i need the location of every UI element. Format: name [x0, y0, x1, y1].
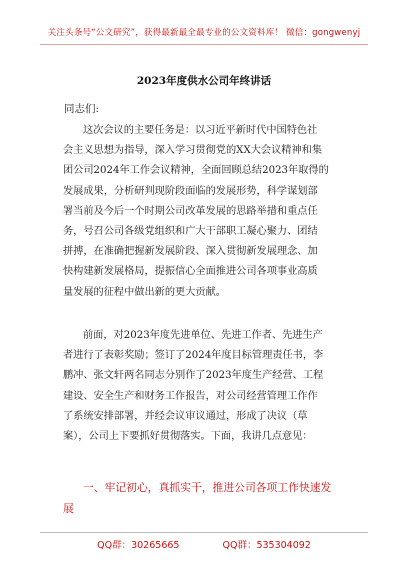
- paragraph-line: 发展成果，分析研判现阶段面临的发展形势，科学谋划部: [63, 185, 318, 197]
- paragraph-line: 署当前及今后一个时期公司改革发展的思路举措和重点任: [63, 205, 318, 217]
- paragraph-line: 量发展的征程中做出新的更大贡献。: [63, 286, 226, 298]
- paragraph-line: 团公司2024年工作会议精神，全面回顾总结2023年取得的: [63, 165, 329, 177]
- top-banner: 关注头条号“公文研究”，获得最新最全最专业的公文资料库！ 微信：gongwenyj: [47, 28, 361, 38]
- section-heading-line: 展: [63, 502, 74, 515]
- paragraph-1: [63, 121, 347, 303]
- footer-qq-group-1: QQ群：30265665: [97, 540, 180, 551]
- top-divider: [40, 44, 368, 45]
- paragraph-line: 者进行了表彰奖励；签订了2024年度目标管理责任书，李: [63, 350, 324, 362]
- paragraph-line: 拼搏，在准确把握新发展阶段、深入贯彻新发展理念、加: [63, 246, 318, 258]
- paragraph-2: [63, 326, 347, 447]
- salutation: 同志们:: [64, 103, 100, 115]
- paragraph-line: 这次会议的主要任务是：以习近平新时代中国特色社: [83, 125, 318, 136]
- document-title: 2023年度供水公司年终讲话: [136, 75, 272, 87]
- paragraph-line: 务，号召公司各级党组织和广大干部职工凝心聚力、团结: [63, 226, 318, 238]
- footer-qq-group-2: QQ群：535304092: [222, 540, 311, 551]
- paragraph-line: 快构建新发展格局，提振信心全面推进公司各项事业高质: [63, 266, 318, 278]
- paragraph-line: 鹏冲、张文轩两名同志分别作了2023年度生产经营、工程: [63, 370, 324, 382]
- paragraph-line: 前面，对2023年度先进单位、先进工作者、先进生产: [83, 330, 323, 341]
- paragraph-line: 案），公司上下要抓好贯彻落实。下面，我讲几点意见：: [63, 431, 313, 443]
- section-heading: [63, 477, 347, 519]
- paragraph-line: 建设、安全生产和财务工作报告，对公司经营管理工作作: [63, 390, 318, 402]
- paragraph-line: 了系统安排部署，并经会议审议通过，形成了决议（草: [63, 410, 308, 422]
- footer-divider: [40, 532, 368, 533]
- section-heading-line: 一、牢记初心，真抓实干，推进公司各项工作快速发: [83, 481, 332, 494]
- paragraph-line: 会主义思想为指导，深入学习贯彻党的XX大会议精神和集: [63, 145, 323, 157]
- footer: [0, 537, 408, 551]
